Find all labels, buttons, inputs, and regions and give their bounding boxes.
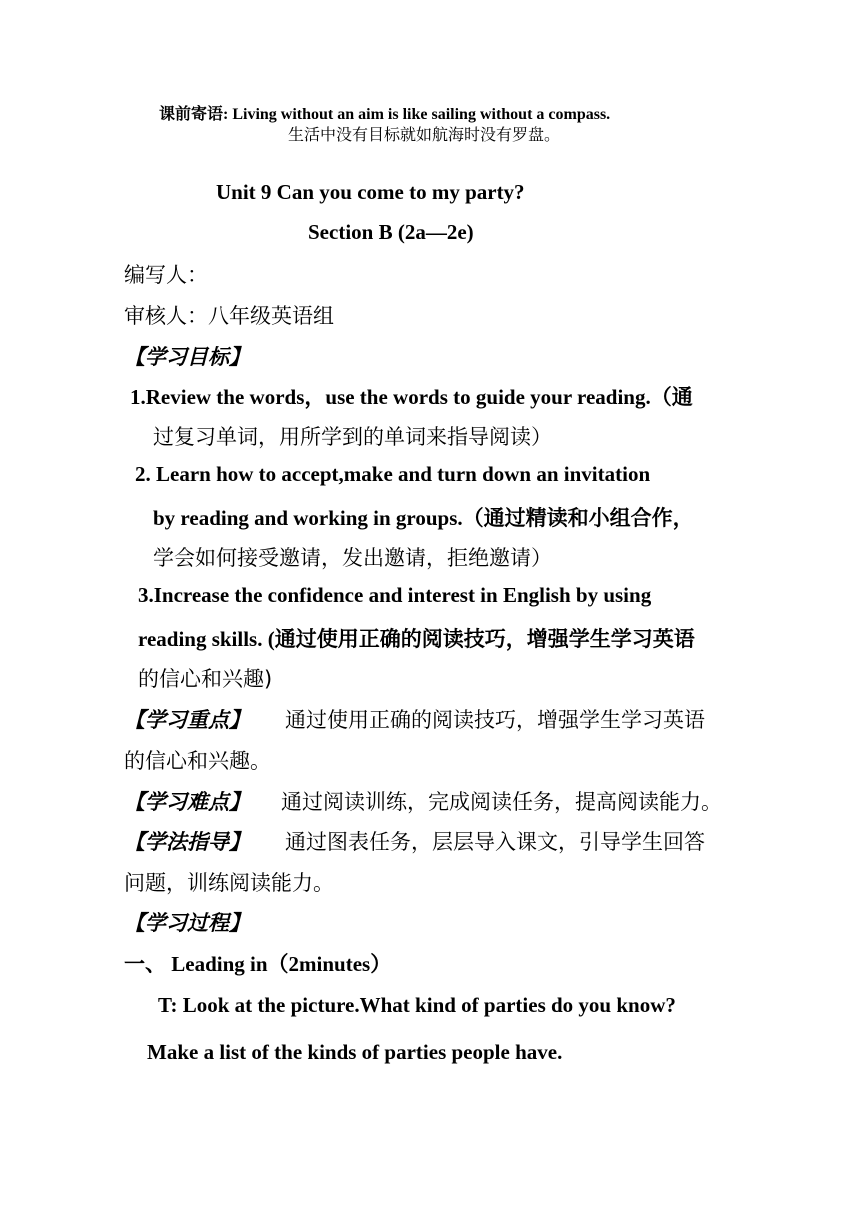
author-line: 编写人： xyxy=(124,263,208,287)
method-text-2: 问题，训练阅读能力。 xyxy=(124,871,334,895)
objective-3-line-3: 的信心和兴趣) xyxy=(138,667,273,691)
process-step-1: 一、 Leading in（2minutes） xyxy=(124,952,392,976)
objective-1-line-2: 过复习单词，用所学到的单词来指导阅读） xyxy=(153,425,552,449)
difficulties-heading: 【学习难点】 xyxy=(124,790,250,814)
method-heading: 【学法指导】 xyxy=(124,830,250,854)
objective-2-line-1: 2. Learn how to accept,make and turn down an invitation xyxy=(135,462,651,486)
key-points-text-1: 通过使用正确的阅读技巧，增强学生学习英语 xyxy=(285,708,705,732)
objective-1-line-1: 1.Review the words，use the words to guide your reading.（通 xyxy=(130,385,693,409)
process-teacher-line: T: Look at the picture.What kind of parties do you know? xyxy=(158,993,676,1017)
objective-3-line-1: 3.Increase the confidence and interest in English by using xyxy=(138,583,652,607)
objective-2-line-2: by reading and working in groups.（通过精读和小组合作， xyxy=(153,506,694,530)
unit-title: Unit 9 Can you come to my party? xyxy=(216,180,525,204)
process-list-line: Make a list of the kinds of parties people have. xyxy=(147,1040,563,1064)
objectives-heading: 【学习目标】 xyxy=(124,345,250,369)
motto-line-1: 课前寄语: Living without an aim is like sailing without a compass. xyxy=(159,106,611,123)
key-points-heading: 【学习重点】 xyxy=(124,708,250,732)
reviewer-line: 审核人：八年级英语组 xyxy=(124,304,334,328)
key-points-text-2: 的信心和兴趣。 xyxy=(124,749,271,773)
process-heading: 【学习过程】 xyxy=(124,911,250,935)
section-title: Section B (2a—2e) xyxy=(308,220,474,244)
objective-2-line-3: 学会如何接受邀请，发出邀请，拒绝邀请） xyxy=(153,546,552,570)
motto-line-2: 生活中没有目标就如航海时没有罗盘。 xyxy=(288,125,561,144)
method-text-1: 通过图表任务，层层导入课文，引导学生回答 xyxy=(285,830,705,854)
objective-3-line-2: reading skills. (通过使用正确的阅读技巧，增强学生学习英语 xyxy=(138,627,695,651)
difficulties-text: 通过阅读训练，完成阅读任务，提高阅读能力。 xyxy=(281,790,722,814)
